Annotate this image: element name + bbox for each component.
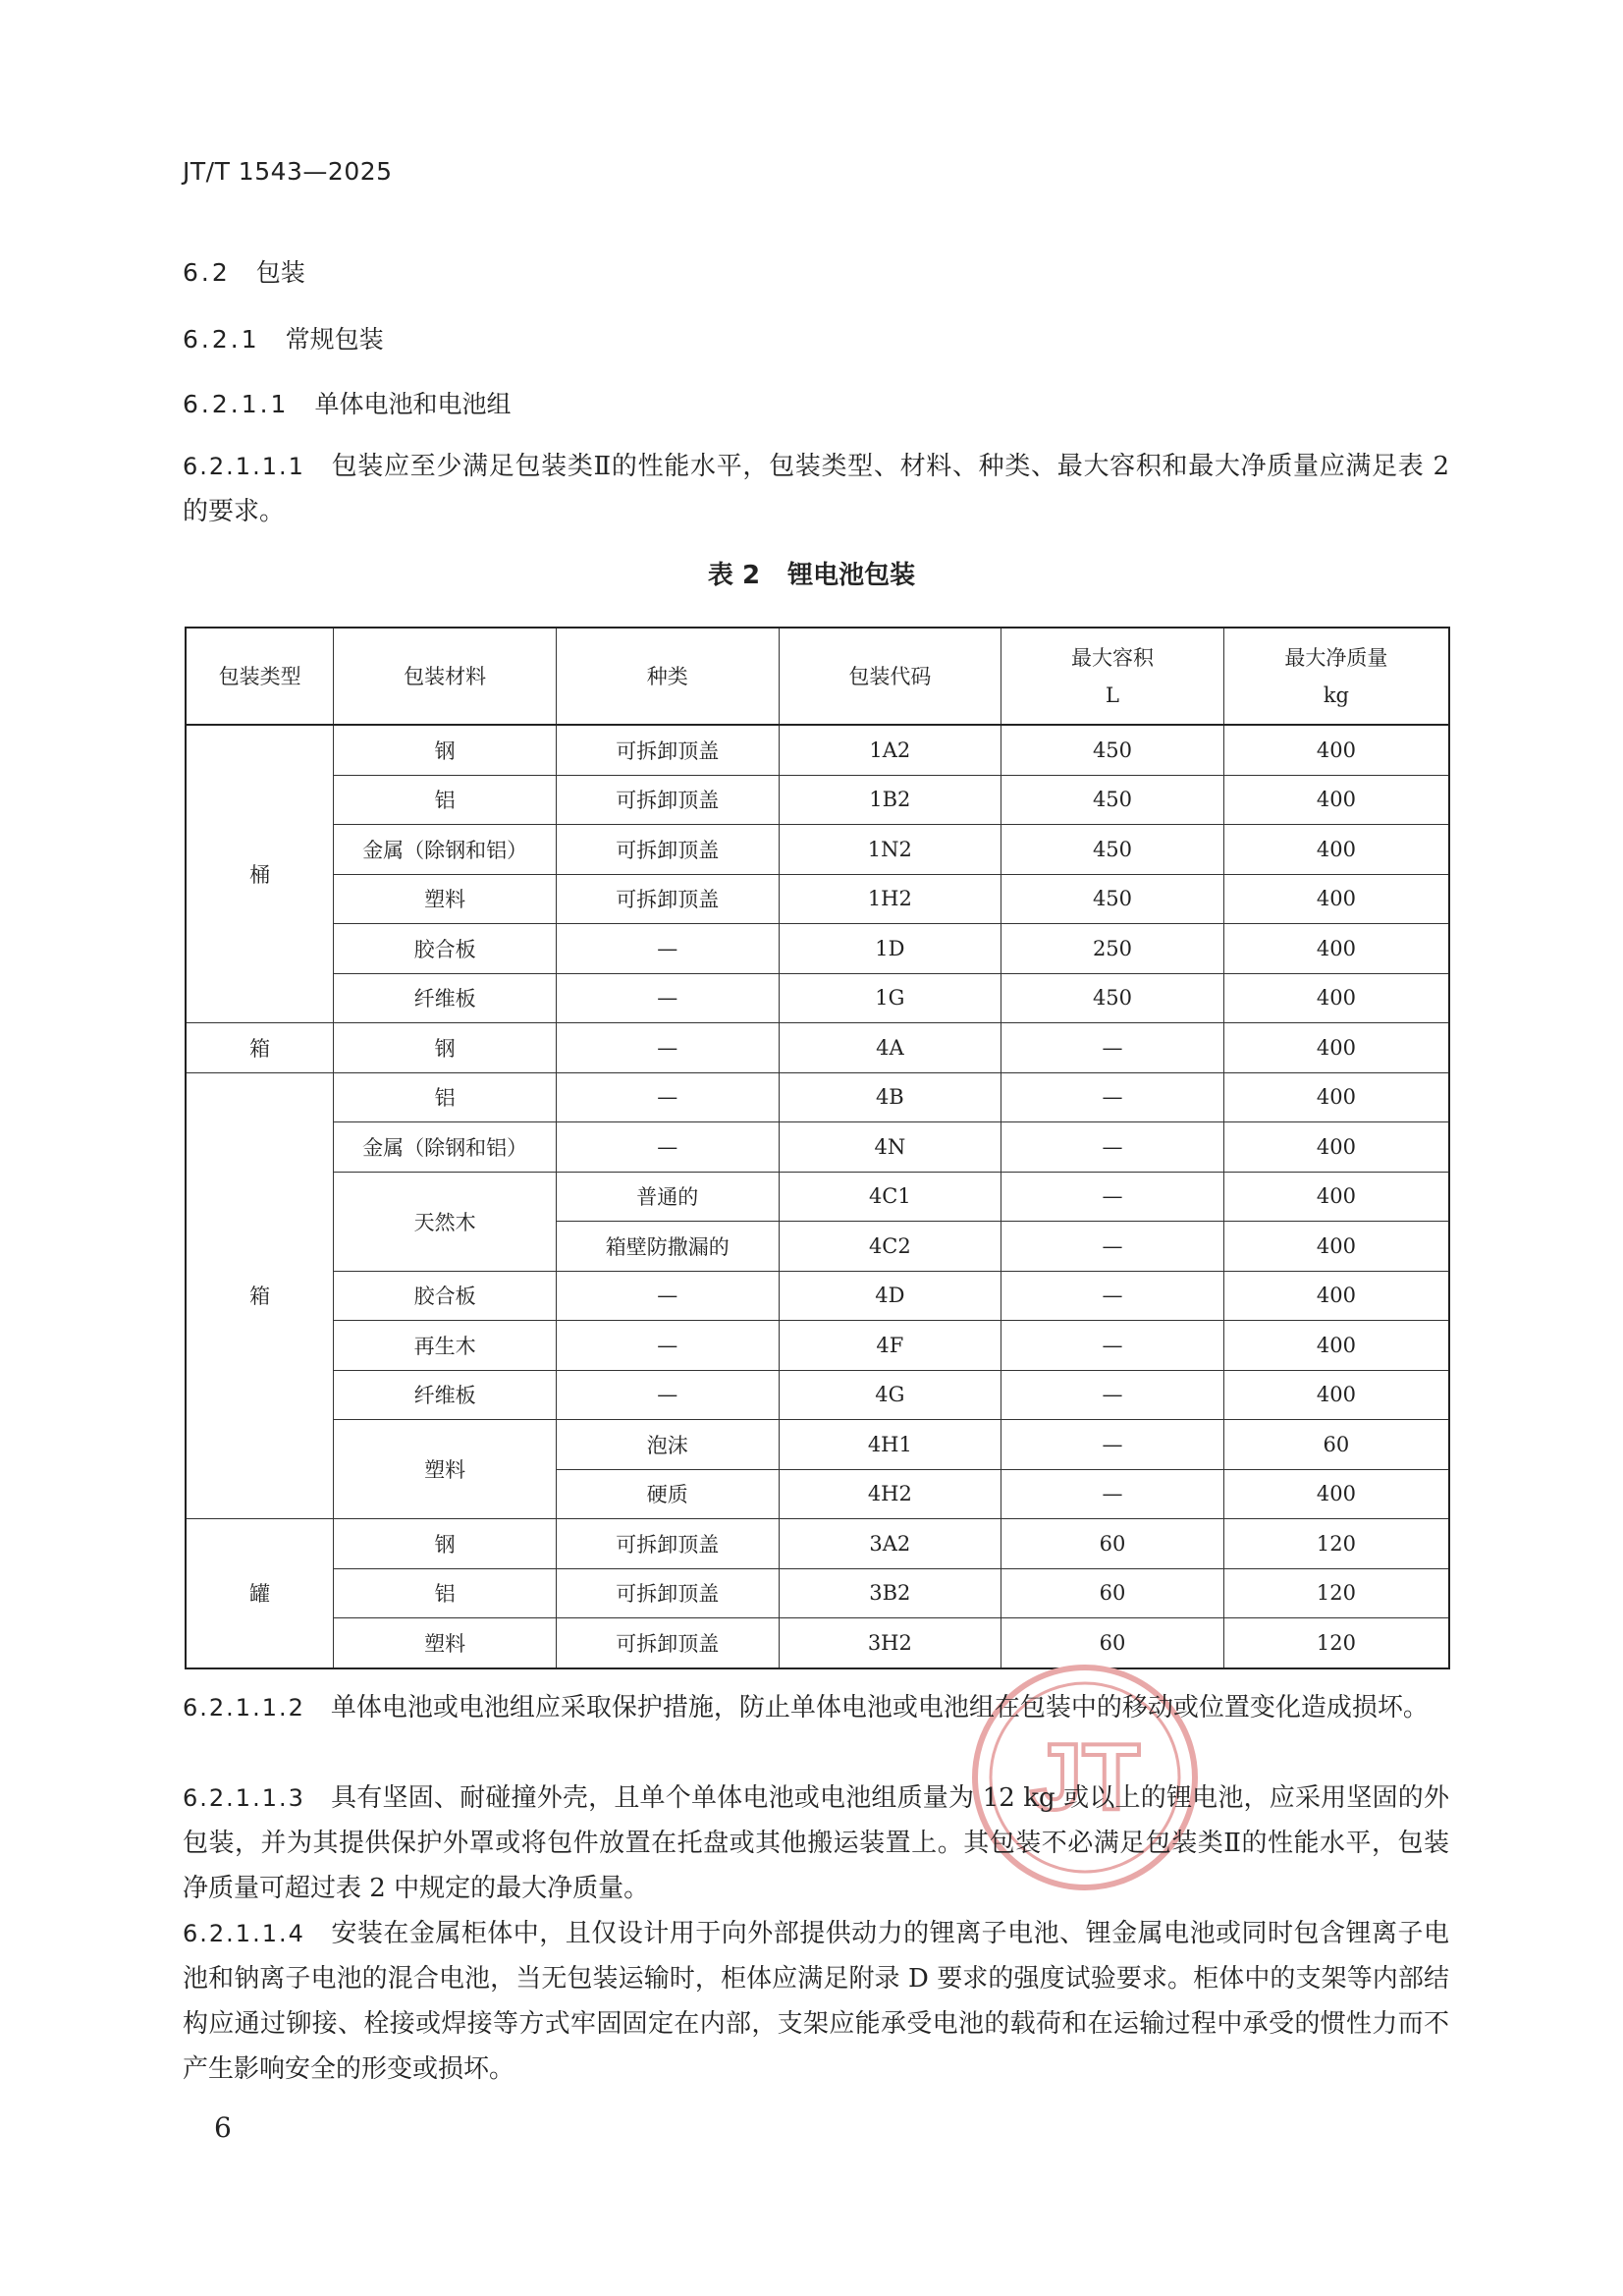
table-row	[186, 1568, 1449, 1618]
cell-code: 4A	[779, 1023, 1001, 1073]
cell-code: 4G	[779, 1370, 1001, 1420]
cell-vol: —	[1001, 1172, 1224, 1222]
header-line: kg	[1323, 683, 1349, 707]
cell-code: 1H2	[779, 874, 1001, 924]
cell-code: 3A2	[779, 1519, 1001, 1569]
cell-mass: 400	[1223, 1222, 1449, 1272]
cell-kind: 可拆卸顶盖	[556, 1618, 779, 1668]
table-row	[186, 973, 1449, 1023]
table-row	[186, 1172, 1449, 1222]
table-caption-label: 表 2	[707, 561, 761, 590]
clause-number: 6.2.1.1.4	[183, 1920, 305, 1947]
group-cell: 箱	[186, 1023, 334, 1073]
cell-mass: 400	[1223, 924, 1449, 974]
cell-vol: —	[1001, 1023, 1224, 1073]
table-row	[186, 725, 1449, 775]
cell-vol: 450	[1001, 725, 1224, 775]
cell-mass: 120	[1223, 1519, 1449, 1569]
cell-kind: —	[556, 1321, 779, 1371]
cell-code: 4C1	[779, 1172, 1001, 1222]
cell-material: 铝	[334, 775, 557, 825]
cell-material: 塑料	[334, 874, 557, 924]
cell-mass: 400	[1223, 1370, 1449, 1420]
cell-code: 4C2	[779, 1222, 1001, 1272]
cell-code: 3H2	[779, 1618, 1001, 1668]
cell-kind: 可拆卸顶盖	[556, 1519, 779, 1569]
group-cell: 桶	[186, 725, 334, 1023]
cell-material: 胶合板	[334, 1271, 557, 1321]
cell-vol: —	[1001, 1420, 1224, 1470]
paragraph-6-2-1-1-4	[183, 1911, 1449, 2092]
cell-material: 纤维板	[334, 1370, 557, 1420]
table-row	[186, 1072, 1449, 1122]
paragraph-6-2-1-1-1	[183, 444, 1449, 534]
cell-vol: 250	[1001, 924, 1224, 974]
group-cell: 箱	[186, 1072, 334, 1519]
table-row	[186, 825, 1449, 875]
cell-mass: 400	[1223, 1072, 1449, 1122]
section-heading-6-2-1-1	[183, 385, 511, 420]
header-kind: 种类	[556, 628, 779, 725]
cell-kind: —	[556, 1122, 779, 1173]
cell-mass: 60	[1223, 1420, 1449, 1470]
cell-mass: 400	[1223, 1469, 1449, 1519]
cell-material: 铝	[334, 1072, 557, 1122]
table-row	[186, 1370, 1449, 1420]
cell-mass: 400	[1223, 1271, 1449, 1321]
cell-mass: 120	[1223, 1568, 1449, 1618]
cell-material: 再生木	[334, 1321, 557, 1371]
table-row	[186, 775, 1449, 825]
cell-code: 4B	[779, 1072, 1001, 1122]
cell-kind: 可拆卸顶盖	[556, 725, 779, 775]
clause-text: 安装在金属柜体中，且仅设计用于向外部提供动力的锂离子电池、锂金属电池或同时包含锂离子电池和钠离子电池的混合电池，当无包装运输时，柜体应满足附录 D 要求的强度试验要求。柜体中的支架等内部结构应通过铆接、栓接或焊接等方式牢固固定在内部，支架应能承受电池的载荷和在运输过程中承受的惯性力而不产生影响安全的形变或损坏。	[183, 1919, 1449, 2084]
table-row	[186, 924, 1449, 974]
cell-vol: —	[1001, 1072, 1224, 1122]
cell-kind: 可拆卸顶盖	[556, 825, 779, 875]
cell-kind: 箱壁防撒漏的	[556, 1222, 779, 1272]
cell-material: 钢	[334, 1519, 557, 1569]
table-row	[186, 1420, 1449, 1470]
table-row	[186, 1519, 1449, 1569]
document-code: JT/T 1543—2025	[183, 157, 393, 186]
cell-code: 4H1	[779, 1420, 1001, 1470]
header-code: 包装代码	[779, 628, 1001, 725]
cell-code: 1N2	[779, 825, 1001, 875]
table-row	[186, 1023, 1449, 1073]
cell-material: 钢	[334, 1023, 557, 1073]
cell-vol: —	[1001, 1222, 1224, 1272]
cell-code: 1B2	[779, 775, 1001, 825]
header-line: 最大净质量	[1284, 645, 1388, 670]
section-heading-6-2	[183, 253, 305, 289]
cell-material: 胶合板	[334, 924, 557, 974]
cell-vol: —	[1001, 1370, 1224, 1420]
cell-kind: —	[556, 1072, 779, 1122]
section-number: 6.2.1	[183, 325, 260, 354]
table-caption-title: 锂电池包装	[787, 561, 916, 590]
cell-mass: 400	[1223, 825, 1449, 875]
cell-code: 4N	[779, 1122, 1001, 1173]
table-row	[186, 1271, 1449, 1321]
cell-vol: 450	[1001, 973, 1224, 1023]
cell-vol: —	[1001, 1271, 1224, 1321]
table-row	[186, 1618, 1449, 1668]
table-row	[186, 874, 1449, 924]
cell-mass: 400	[1223, 874, 1449, 924]
cell-kind: 可拆卸顶盖	[556, 775, 779, 825]
header-volume	[1001, 628, 1224, 725]
cell-mass: 400	[1223, 1321, 1449, 1371]
cell-kind: 硬质	[556, 1469, 779, 1519]
cell-material: 纤维板	[334, 973, 557, 1023]
clause-number: 6.2.1.1.2	[183, 1694, 305, 1722]
table-row	[186, 1122, 1449, 1173]
cell-kind: 普通的	[556, 1172, 779, 1222]
cell-mass: 400	[1223, 1172, 1449, 1222]
cell-mass: 120	[1223, 1618, 1449, 1668]
section-heading-6-2-1	[183, 320, 384, 355]
cell-mass: 400	[1223, 973, 1449, 1023]
cell-material: 金属（除钢和铝）	[334, 825, 557, 875]
cell-vol: —	[1001, 1469, 1224, 1519]
cell-kind: —	[556, 1271, 779, 1321]
section-number: 6.2.1.1	[183, 390, 290, 418]
clause-text: 包装应至少满足包装类Ⅱ的性能水平，包装类型、材料、种类、最大容积和最大净质量应满足表 2 的要求。	[183, 452, 1449, 526]
cell-material: 金属（除钢和铝）	[334, 1122, 557, 1173]
cell-mass: 400	[1223, 1122, 1449, 1173]
clause-text: 单体电池或电池组应采取保护措施，防止单体电池或电池组在包装中的移动或位置变化造成损坏。	[330, 1693, 1429, 1722]
cell-kind: 泡沫	[556, 1420, 779, 1470]
page-number: 6	[214, 2111, 232, 2144]
header-mass	[1223, 628, 1449, 725]
cell-code: 1A2	[779, 725, 1001, 775]
cell-material: 塑料	[334, 1618, 557, 1668]
cell-material: 铝	[334, 1568, 557, 1618]
header-line: L	[1106, 683, 1119, 707]
cell-code: 1G	[779, 973, 1001, 1023]
table-header-row	[186, 628, 1449, 725]
section-number: 6.2	[183, 258, 231, 287]
cell-kind: 可拆卸顶盖	[556, 1568, 779, 1618]
group-cell: 罐	[186, 1519, 334, 1668]
clause-number: 6.2.1.1.1	[183, 453, 305, 480]
cell-mass: 400	[1223, 1023, 1449, 1073]
section-title: 常规包装	[285, 325, 384, 354]
cell-kind: —	[556, 1370, 779, 1420]
cell-material: 天然木	[334, 1172, 557, 1271]
paragraph-6-2-1-1-3	[183, 1776, 1449, 1911]
cell-kind: —	[556, 924, 779, 974]
cell-mass: 400	[1223, 725, 1449, 775]
table-caption	[0, 555, 1623, 591]
paragraph-6-2-1-1-2	[183, 1685, 1449, 1730]
cell-kind: —	[556, 973, 779, 1023]
header-line: 最大容积	[1070, 645, 1154, 670]
cell-kind: —	[556, 1023, 779, 1073]
cell-material: 钢	[334, 725, 557, 775]
section-title: 包装	[255, 258, 305, 287]
section-title: 单体电池和电池组	[314, 390, 512, 418]
cell-vol: 60	[1001, 1568, 1224, 1618]
clause-number: 6.2.1.1.3	[183, 1784, 305, 1812]
cell-code: 4H2	[779, 1469, 1001, 1519]
cell-code: 1D	[779, 924, 1001, 974]
cell-vol: 450	[1001, 874, 1224, 924]
cell-code: 4D	[779, 1271, 1001, 1321]
clause-text: 具有坚固、耐碰撞外壳，且单个单体电池或电池组质量为 12 kg 或以上的锂电池，应采用坚固的外包装，并为其提供保护外罩或将包件放置在托盘或其他搬运装置上。其包装不必满足包装类Ⅱ的性能水平，包装净质量可超过表 2 中规定的最大净质量。	[183, 1783, 1449, 1903]
cell-vol: 60	[1001, 1618, 1224, 1668]
stamp-text: JT	[1029, 1724, 1141, 1830]
packaging-table	[185, 627, 1450, 1669]
cell-vol: 60	[1001, 1519, 1224, 1569]
cell-vol: —	[1001, 1321, 1224, 1371]
cell-code: 4F	[779, 1321, 1001, 1371]
cell-mass: 400	[1223, 775, 1449, 825]
cell-code: 3B2	[779, 1568, 1001, 1618]
cell-vol: —	[1001, 1122, 1224, 1173]
table-row	[186, 1321, 1449, 1371]
cell-vol: 450	[1001, 825, 1224, 875]
header-type: 包装类型	[186, 628, 334, 725]
cell-material: 塑料	[334, 1420, 557, 1519]
header-material: 包装材料	[334, 628, 557, 725]
cell-kind: 可拆卸顶盖	[556, 874, 779, 924]
cell-vol: 450	[1001, 775, 1224, 825]
